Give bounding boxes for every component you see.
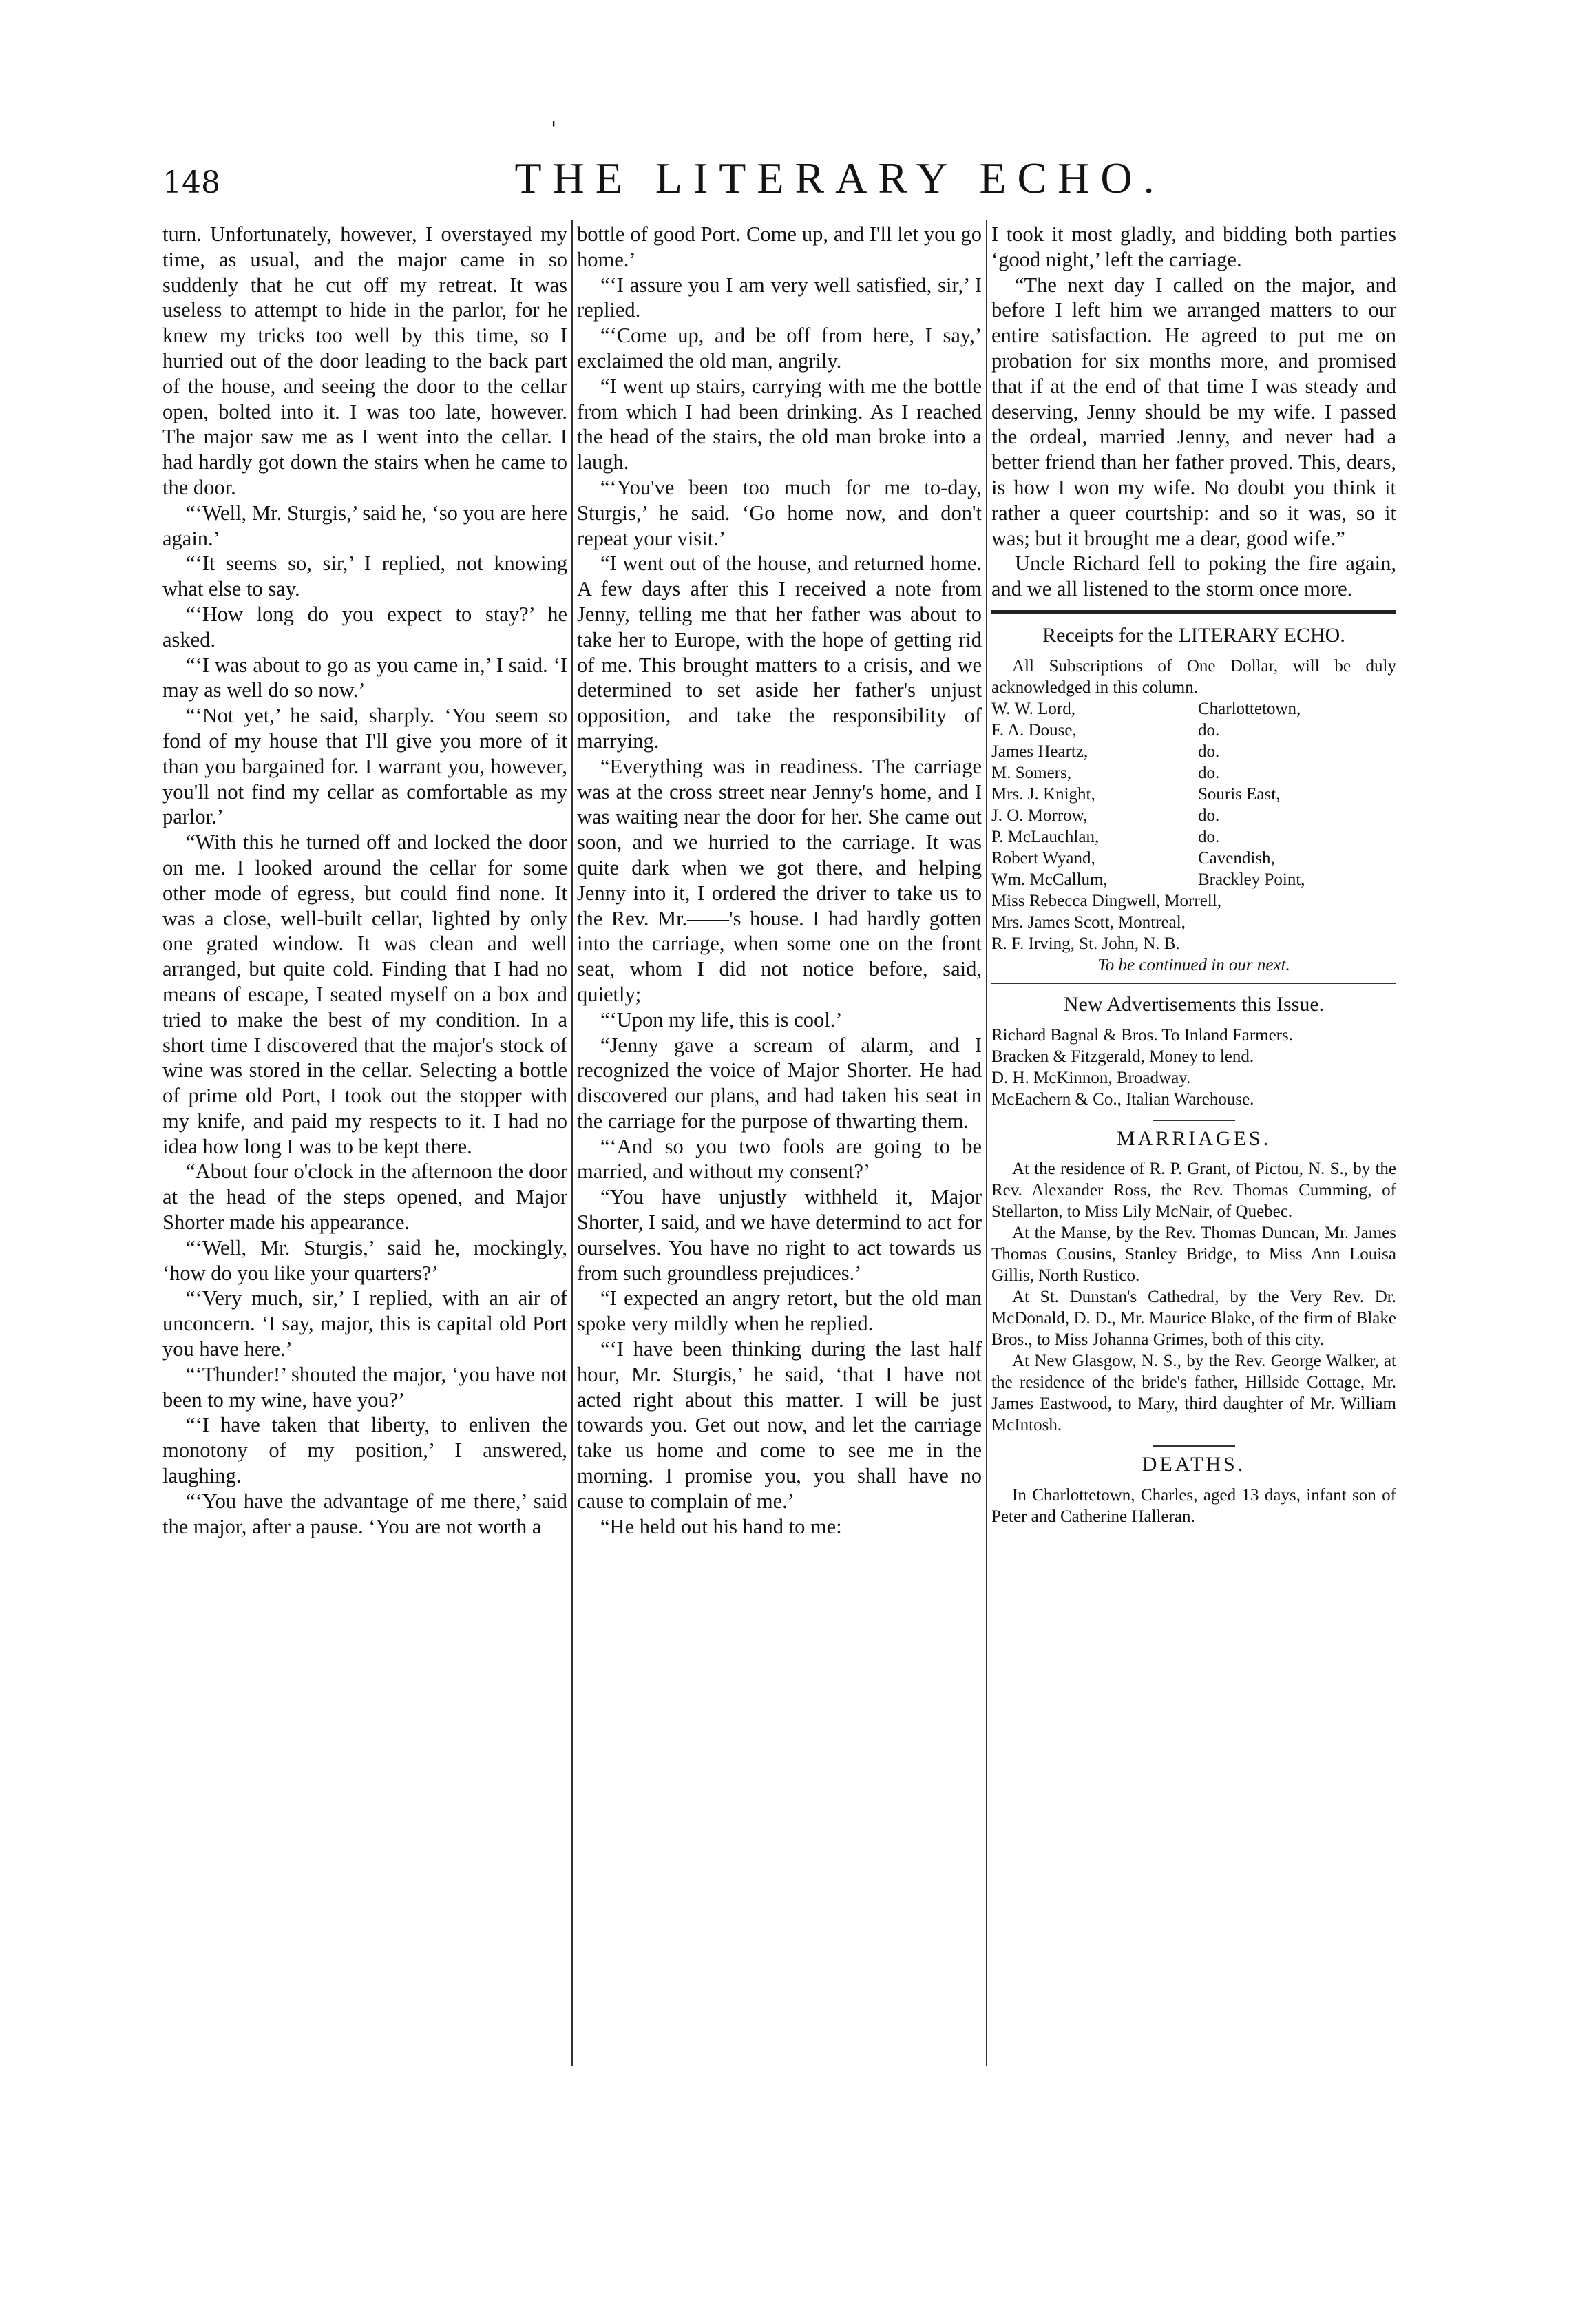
- receipt-name: James Heartz,: [991, 742, 1088, 761]
- receipt-place: do.: [1198, 827, 1220, 846]
- ad-item: D. H. McKinnon, Broadway.: [991, 1068, 1191, 1087]
- receipt-place: Souris East,: [1198, 784, 1281, 804]
- section-divider: [991, 610, 1396, 614]
- paragraph: “‘Upon my life, this is cool.’: [600, 1007, 843, 1032]
- marriage-notice: At the residence of R. P. Grant, of Pictou, N. S., by the Rev. Alexander Ross, the Rev. Thomas Cumming, of Stellarton, to Miss Lily McNair, of Quebec.: [991, 1160, 1396, 1222]
- receipt-place: Cavendish,: [1198, 848, 1275, 868]
- marriage-notice: At the Manse, by the Rev. Thomas Duncan, Mr. James Thomas Cousins, Stanley Bridge, to Miss Ann Louisa Gillis, North Rustico.: [991, 1224, 1396, 1286]
- receipt-line: Miss Rebecca Dingwell, Morrell,: [991, 891, 1221, 910]
- ads-list: [991, 1025, 1396, 1110]
- receipts-intro-text: All Subscriptions of One Dollar, will be duly acknowledged in this column.: [991, 656, 1396, 697]
- paragraph: “‘You have the advantage of me there,’ said the major, after a pause. ‘You are not worth a: [162, 1489, 567, 1538]
- receipt-place: do.: [1198, 763, 1220, 782]
- paragraph: “‘Very much, sir,’ I replied, with an air of unconcern. ‘I say, major, this is capital old Port you have here.’: [162, 1286, 567, 1361]
- column-divider: [986, 220, 987, 2066]
- paragraph: “He held out his hand to me:: [600, 1514, 842, 1538]
- ads-heading: New Advertisements this Issue.: [1063, 992, 1325, 1016]
- paragraph: “‘It seems so, sir,’ I replied, not knowing what else to say.: [162, 552, 567, 601]
- paragraph: turn. Unfortunately, however, I overstayed my time, as usual, and the major came in so suddenly that he cut off my retreat. It was useless to attempt to hide in the parlor, for he knew my tricks too well by this time, so I hurried out of the door leading to the back part of the house, and seeing the door to the cellar open, bolted into it. I was too late, however. The major saw me as I went into the cellar. I had hardly got down the stairs when he came to the door.: [162, 222, 567, 499]
- paragraph: I took it most gladly, and bidding both parties ‘good night,’ left the carriage.: [991, 222, 1396, 271]
- paragraph: “I went up stairs, carrying with me the bottle from which I had been drinking. As I reached the head of the stairs, the old man broke into a laugh.: [577, 374, 982, 474]
- paragraph: “‘I assure you I am very well satisfied, sir,’ I replied.: [577, 273, 982, 322]
- receipt-place: do.: [1198, 742, 1220, 761]
- receipt-line: R. F. Irving, St. John, N. B.: [991, 934, 1180, 953]
- receipts-footer: To be continued in our next.: [1097, 955, 1290, 974]
- receipt-line: Mrs. James Scott, Montreal,: [991, 912, 1186, 932]
- receipt-name: Wm. McCallum,: [991, 870, 1108, 889]
- paragraph: bottle of good Port. Come up, and I'll let you go home.’: [577, 222, 982, 271]
- receipt-name: Mrs. J. Knight,: [991, 784, 1095, 804]
- receipts-section: [991, 623, 1396, 976]
- receipt-name: W. W. Lord,: [991, 699, 1075, 718]
- column-divider: [571, 220, 573, 2066]
- receipt-place: Brackley Point,: [1198, 870, 1305, 889]
- paragraph: Uncle Richard fell to poking the fire again, and we all listened to the storm once more.: [991, 552, 1396, 601]
- paragraph: “About four o'clock in the afternoon the door at the head of the steps opened, and Major Shorter made his appearance.: [162, 1160, 567, 1235]
- ads-section: [991, 992, 1396, 1110]
- paragraph: “I expected an angry retort, but the old man spoke very mildly when he replied.: [577, 1286, 982, 1336]
- page-number: 148: [162, 165, 220, 200]
- receipts-heading: Receipts for the LITERARY ECHO.: [1042, 623, 1345, 647]
- deaths-list: [991, 1485, 1396, 1527]
- death-notice: In Charlottetown, Charles, aged 13 days, infant son of Peter and Catherine Halleran.: [991, 1486, 1396, 1527]
- story-column-1: [162, 222, 567, 1539]
- marriages-section: [991, 1127, 1396, 1436]
- ad-item: Richard Bagnal & Bros. To Inland Farmers.: [991, 1025, 1293, 1045]
- section-divider: [1153, 1445, 1235, 1447]
- column-3: [991, 222, 1396, 1527]
- receipt-place: Charlottetown,: [1198, 699, 1301, 718]
- paragraph: “‘And so you two fools are going to be married, and without my consent?’: [577, 1134, 982, 1184]
- receipt-name: Robert Wyand,: [991, 848, 1095, 868]
- paragraph: “‘Well, Mr. Sturgis,’ said he, ‘so you are here again.’: [162, 501, 567, 550]
- receipt-name: J. O. Morrow,: [991, 806, 1088, 825]
- receipts-extra: [991, 890, 1396, 976]
- marriages-list: [991, 1158, 1396, 1436]
- paragraph: “I went out of the house, and returned home. A few days after this I received a note from Jenny, telling me that her father was about to take her to Europe, with the hope of getting rid of me. This brought matters to a crisis, and we determined to set aside her father's unjust opposition, and take the responsibility of marrying.: [577, 552, 982, 753]
- story-column-2: [577, 222, 982, 1539]
- paragraph: “Jenny gave a scream of alarm, and I recognized the voice of Major Shorter. He had discovered our plans, and had taken his seat in the carriage for the purpose of thwarting them.: [577, 1033, 982, 1133]
- receipt-place: do.: [1198, 806, 1220, 825]
- deaths-section: [991, 1452, 1396, 1527]
- paragraph: “‘Not yet,’ he said, sharply. ‘You seem so fond of my house that I'll give you more of it than you bargained for. I warrant you, however, you'll not find my cellar as comfortable as my parlor.’: [162, 704, 567, 829]
- deaths-heading: DEATHS.: [1142, 1453, 1246, 1476]
- paragraph: “‘Thunder!’ shouted the major, ‘you have not been to my wine, have you?’: [162, 1362, 567, 1412]
- receipt-name: M. Somers,: [991, 763, 1071, 782]
- paragraph: “‘Come up, and be off from here, I say,’ exclaimed the old man, angrily.: [577, 324, 982, 373]
- masthead-title: THE LITERARY ECHO.: [514, 154, 1166, 202]
- paragraph: “‘I have been thinking during the last half hour, Mr. Sturgis,’ he said, ‘that I have not acted right about this matter. I will be just towards you. Get out now, and let the carriage take us home and come to see me in the morning. I promise you, you shall have no cause to complain of me.’: [577, 1337, 982, 1513]
- receipts-intro: [991, 656, 1396, 698]
- paragraph: “‘I was about to go as you came in,’ I said. ‘I may as well do so now.’: [162, 653, 567, 702]
- receipt-name: F. A. Douse,: [991, 720, 1077, 740]
- ad-item: McEachern & Co., Italian Warehouse.: [991, 1089, 1254, 1109]
- paragraph: “‘Well, Mr. Sturgis,’ said he, mockingly, ‘how do you like your quarters?’: [162, 1235, 567, 1285]
- top-mark: ': [551, 117, 557, 141]
- marriage-notice: At New Glasgow, N. S., by the Rev. George Walker, at the residence of the bride's father, Hillside Cottage, Mr. James Eastwood, to Mary, third daughter of Mr. William McIntosh.: [991, 1352, 1396, 1435]
- paragraph: “Everything was in readiness. The carriage was at the cross street near Jenny's home, and I was waiting near the door for her. She came out soon, and we hurried to the carriage. It was quite dark when we got there, and helping Jenny into it, I ordered the driver to take us to the Rev. Mr.——'s house. I had hardly gotten into the carriage, when some one on the front seat, whom I did not notice before, said, quietly;: [577, 754, 982, 1006]
- marriages-heading: MARRIAGES.: [1116, 1127, 1272, 1150]
- receipt-place: do.: [1198, 720, 1220, 740]
- paragraph: “You have unjustly withheld it, Major Shorter, I said, and we have determind to act for ourselves. You have no right to act towards us from such groundless prejudices.’: [577, 1185, 982, 1285]
- marriage-notice: At St. Dunstan's Cathedral, by the Very Rev. Dr. McDonald, D. D., Mr. Maurice Blake, of the firm of Blake Bros., to Miss Johanna Grimes, both of this city.: [991, 1288, 1396, 1350]
- section-divider: [991, 983, 1396, 984]
- paragraph: “‘How long do you expect to stay?’ he asked.: [162, 602, 567, 651]
- receipts-list: [991, 698, 1396, 890]
- receipt-name: P. McLauchlan,: [991, 827, 1100, 846]
- ad-item: Bracken & Fitzgerald, Money to lend.: [991, 1047, 1254, 1066]
- paragraph: “‘I have taken that liberty, to enliven the monotony of my position,’ I answered, laughing.: [162, 1413, 567, 1488]
- paragraph: “‘You've been too much for me to-day, Sturgis,’ he said. ‘Go home now, and don't repeat your visit.’: [577, 475, 982, 550]
- paragraph: “The next day I called on the major, and before I left him we arranged matters to our entire satisfaction. He agreed to put me on probation for six months more, and promised that if at the end of that time I was steady and deserving, Jenny should be my wife. I passed the ordeal, married Jenny, and never had a better friend than her father proved. This, dears, is how I won my wife. No doubt you think it rather a queer courtship: and so it was, so it was; but it brought me a dear, good wife.”: [991, 273, 1396, 550]
- section-divider: [1153, 1120, 1235, 1121]
- paragraph: “With this he turned off and locked the door on me. I looked around the cellar for some other mode of egress, but could find none. It was a close, well-built cellar, lighted by only one grated window. It was clean and well arranged, but quite cold. Finding that I had no means of escape, I seated myself on a box and tried to make the best of my condition. In a short time I discovered that the major's stock of wine was stored in the cellar. Selecting a bottle of prime old Port, I took out the stopper with my knife, and paid my respects to it. I had no idea how long I was to be kept there.: [162, 830, 567, 1158]
